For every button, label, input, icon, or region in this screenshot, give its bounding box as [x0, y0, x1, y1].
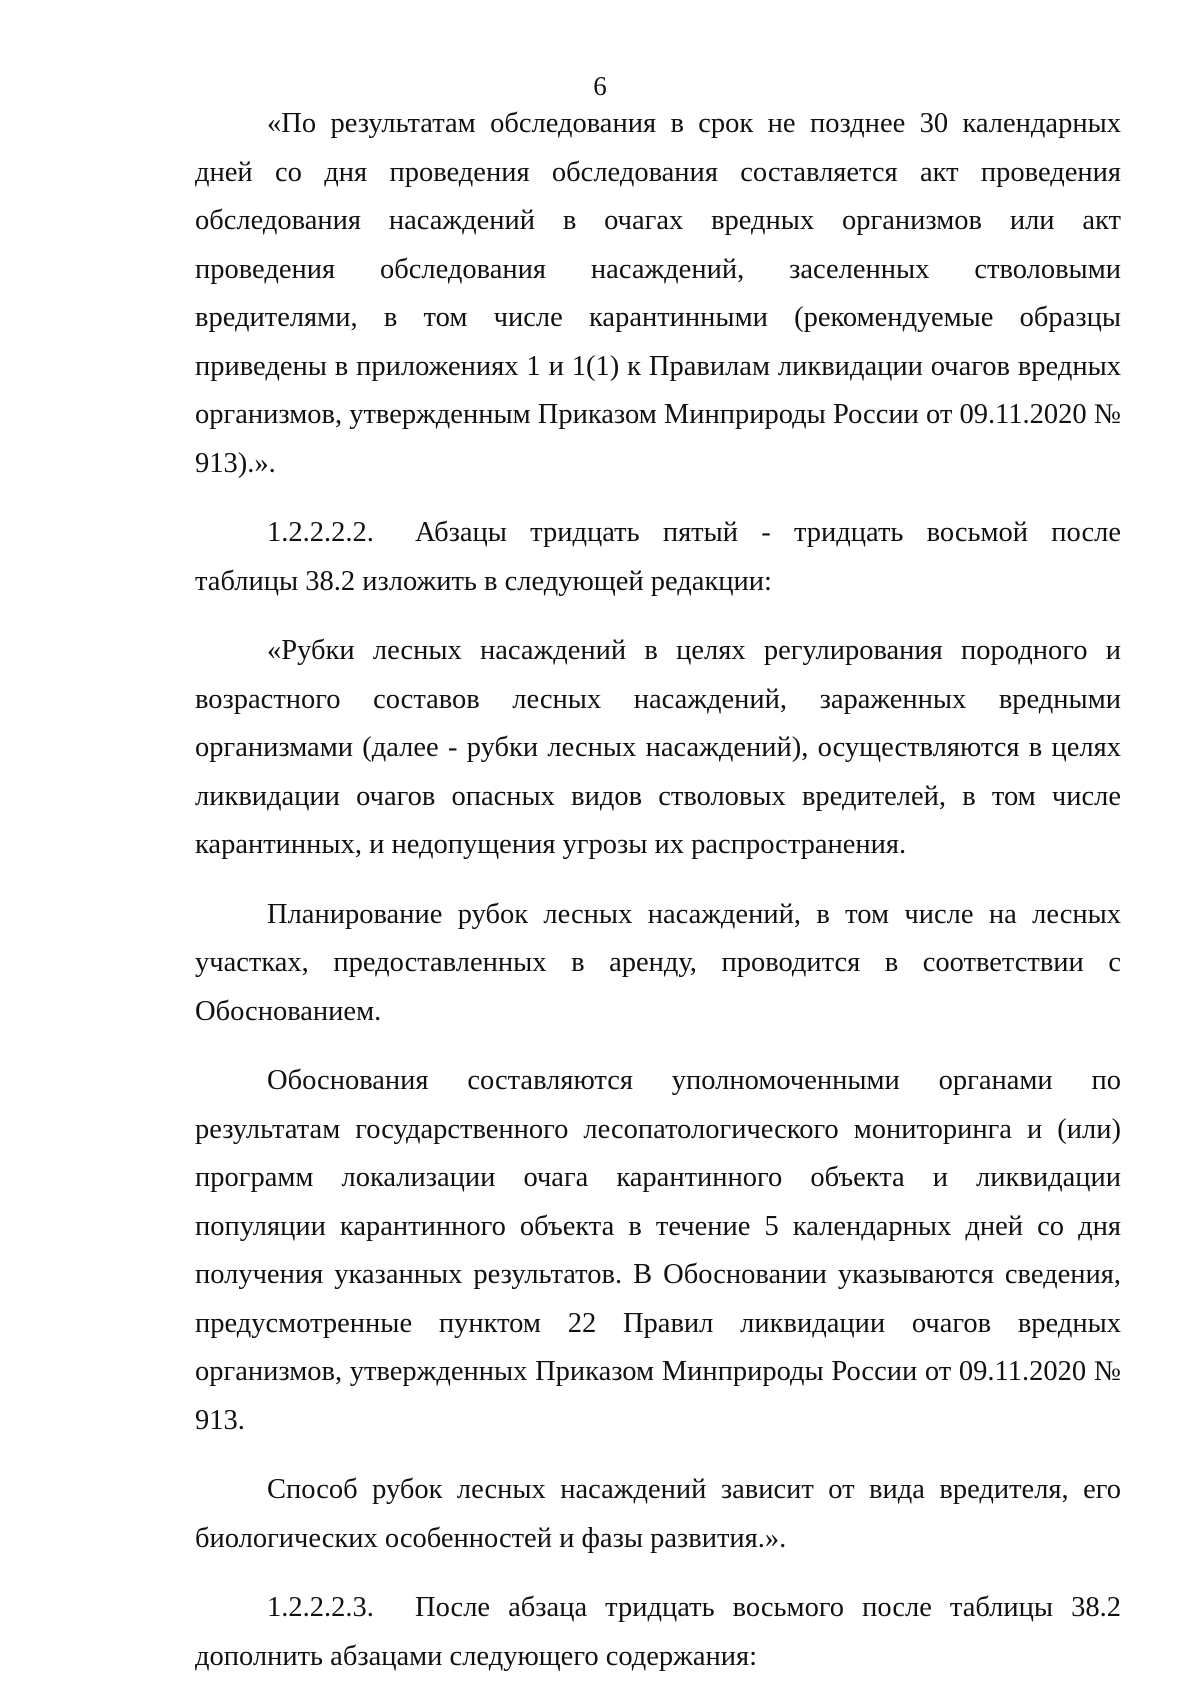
paragraph-survey-act: «По результатам обследования в срок не позднее 30 календарных дней со дня проведения обследования составляется акт проведения обследования насаждений в очагах вредных организмов или акт проведения обследования насаждений, заселенных стволовыми вредителями, в том числе карантинными (рекомендуемые образцы приведены в приложениях 1 и 1(1) к Правилам ликвидации очагов вредных организмов, утвержденным Приказом Минприроды России от 09.11.2020 № 913).».	[195, 108, 1121, 479]
clause-number: 1.2.2.2.3.	[267, 1592, 374, 1623]
clause-text: Абзацы тридцать пятый - тридцать восьмой после таблицы 38.2 изложить в следующей редакции:	[195, 517, 1121, 597]
paragraph-felling-planning: Планирование рубок лесных насаждений, в том числе на лесных участках, предоставленных в аренду, проводится в соответствии с Обоснованием.	[195, 898, 1121, 1027]
page-number: 6	[593, 71, 607, 101]
clause-text: После абзаца тридцать восьмого после таблицы 38.2 дополнить абзацами следующего содержания:	[195, 1592, 1121, 1672]
document-body	[195, 100, 1121, 1681]
paragraph-justification: Обоснования составляются уполномоченными органами по результатам государственного лесопатологического мониторинга и (или) программ локализации очага карантинного объекта и ликвидации популяции карантинного объекта в течение 5 календарных дней со дня получения указанных результатов. В Обосновании указываются сведения, предусмотренные пунктом 22 Правил ликвидации очагов вредных организмов, утвержденных Приказом Минприроды России от 09.11.2020 № 913.	[195, 1065, 1121, 1436]
paragraph-clause-1-2-2-2-3	[195, 1584, 1121, 1681]
clause-number: 1.2.2.2.2.	[267, 517, 374, 548]
paragraph-clause-1-2-2-2-2	[195, 509, 1121, 606]
paragraph-felling-method: Способ рубок лесных насаждений зависит от вида вредителя, его биологических особенностей и фазы развития.».	[195, 1474, 1121, 1554]
paragraph-felling-purpose: «Рубки лесных насаждений в целях регулирования породного и возрастного составов лесных насаждений, зараженных вредными организмами (далее - рубки лесных насаждений), осуществляются в целях ликвидации очагов опасных видов стволовых вредителей, в том числе карантинных, и недопущения угрозы их распространения.	[195, 635, 1121, 860]
